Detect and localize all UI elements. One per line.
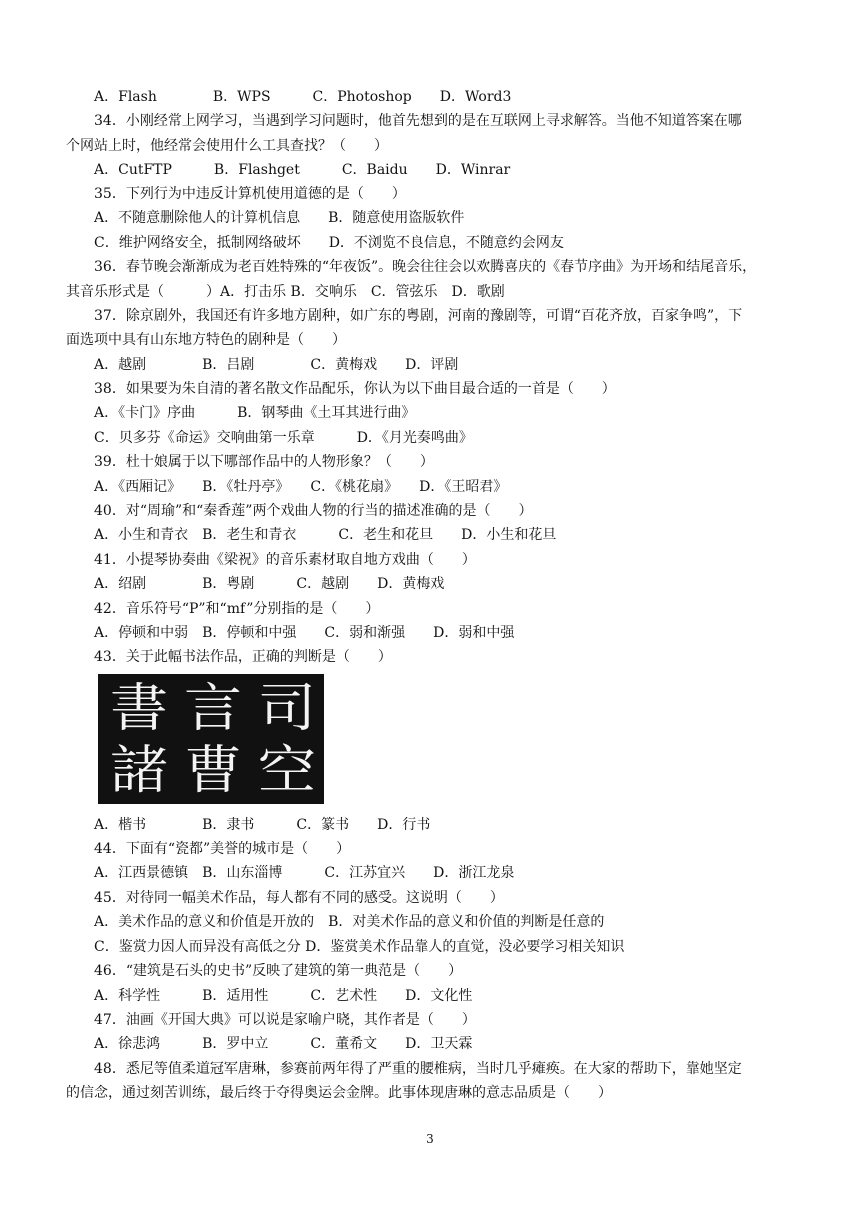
answer-options-37: A．越剧 B．吕剧 C．黄梅戏 D．评剧 [94, 357, 459, 373]
answer-options-45-cd: C．鉴赏力因人而异没有高低之分 D．鉴赏美术作品靠人的直觉，没必要学习相关知识 [94, 939, 625, 955]
answer-options-45-ab: A．美术作品的意义和价值是开放的 B．对美术作品的意义和价值的判断是任意的 [94, 914, 605, 930]
answer-options-33: A．Flash B．WPS C．Photoshop D．Word3 [94, 89, 512, 105]
answer-options-42: A．停顿和中弱 B．停顿和中强 C．弱和渐强 D．弱和中强 [94, 625, 515, 641]
calligraphy-character: 言 [183, 679, 243, 739]
calligraphy-character: 司 [257, 679, 317, 739]
calligraphy-character: 空 [257, 741, 317, 801]
question-36-continued: 其音乐形式是（ ）A．打击乐 B．交响乐 C．管弦乐 D．歌剧 [66, 284, 505, 300]
answer-options-44: A．江西景德镇 B．山东淄博 C．江苏宜兴 D．浙江龙泉 [94, 865, 515, 881]
question-38: 38．如果要为朱自清的著名散文作品配乐，你认为以下曲目最合适的一首是（ ） [94, 381, 616, 397]
answer-options-41: A．绍剧 B．粤剧 C．越剧 D．黄梅戏 [94, 576, 445, 592]
question-45: 45．对待同一幅美术作品，每人都有不同的感受。这说明（ ） [94, 890, 504, 906]
question-44: 44．下面有“瓷都”美誉的城市是（ ） [94, 841, 351, 857]
question-43: 43．关于此幅书法作品，正确的判断是（ ） [94, 649, 392, 665]
question-48-continued: 的信念，通过刻苦训练，最后终于夺得奥运会金牌。此事体现唐琳的意志品质是（ ） [66, 1085, 612, 1101]
question-34-continued: 个网站上时，他经常会使用什么工具查找？（ ） [66, 138, 388, 154]
answer-options-35-ab: A．不随意删除他人的计算机信息 B．随意使用盗版软件 [94, 210, 465, 226]
question-37: 37．除京剧外，我国还有许多地方剧种，如广东的粤剧，河南的豫剧等，可谓“百花齐放，百家争鸣”，下 [94, 308, 743, 324]
question-48: 48．悉尼等值柔道冠军唐琳，参赛前两年得了严重的腰椎病，当时几乎瘫痪。在大家的帮助下，靠她坚定 [94, 1061, 742, 1077]
question-46: 46．“建筑是石头的史书”反映了建筑的第一典范是（ ） [94, 963, 463, 979]
page-number: 3 [426, 1132, 434, 1146]
question-39: 39．杜十娘属于以下哪部作品中的人物形象？（ ） [94, 454, 434, 470]
answer-options-47: A．徐悲鸿 B．罗中立 C．董希文 D．卫天霖 [94, 1036, 473, 1052]
answer-options-38-cd: C．贝多芬《命运》交响曲第一乐章 D．《月光奏鸣曲》 [94, 430, 473, 446]
question-37-continued: 面选项中具有山东地方特色的剧种是（ ） [66, 332, 346, 348]
answer-options-34: A．CutFTP B．Flashget C．Baidu D．Winrar [94, 162, 511, 178]
answer-options-40: A．小生和青衣 B．老生和青衣 C．老生和花旦 D．小生和花旦 [94, 527, 557, 543]
question-41: 41．小提琴协奏曲《梁祝》的音乐素材取自地方戏曲（ ） [94, 552, 476, 568]
answer-options-46: A．科学性 B．适用性 C．艺术性 D．文化性 [94, 988, 473, 1004]
question-42: 42．音乐符号“P”和“mf”分别指的是（ ） [94, 601, 380, 617]
calligraphy-character: 曹 [183, 741, 243, 801]
question-35: 35．下列行为中违反计算机使用道德的是（ ） [94, 186, 406, 202]
answer-options-39: A．《西厢记》 B．《牡丹亭》 C．《桃花扇》 D．《王昭君》 [94, 479, 508, 495]
calligraphy-rubbing-image [98, 674, 324, 804]
calligraphy-character: 書 [109, 679, 169, 739]
answer-options-43: A．楷书 B．隶书 C．篆书 D．行书 [94, 817, 431, 833]
question-47: 47．油画《开国大典》可以说是家喻户晓，其作者是（ ） [94, 1012, 476, 1028]
answer-options-35-cd: C．维护网络安全，抵制网络破坏 D．不浏览不良信息，不随意约会网友 [94, 235, 564, 251]
calligraphy-character: 諸 [109, 741, 169, 801]
question-40: 40．对“周瑜”和“秦香莲”两个戏曲人物的行当的描述准确的是（ ） [94, 503, 533, 519]
answer-options-38-ab: A．《卡门》序曲 B．钢琴曲《土耳其进行曲》 [94, 405, 416, 421]
question-36: 36．春节晚会渐渐成为老百姓特殊的“年夜饭”。晚会往往会以欢腾喜庆的《春节序曲》为开场和结尾音乐， [94, 259, 757, 275]
question-34: 34．小刚经常上网学习，当遇到学习问题时，他首先想到的是在互联网上寻求解答。当他不知道答案在哪 [94, 113, 742, 129]
